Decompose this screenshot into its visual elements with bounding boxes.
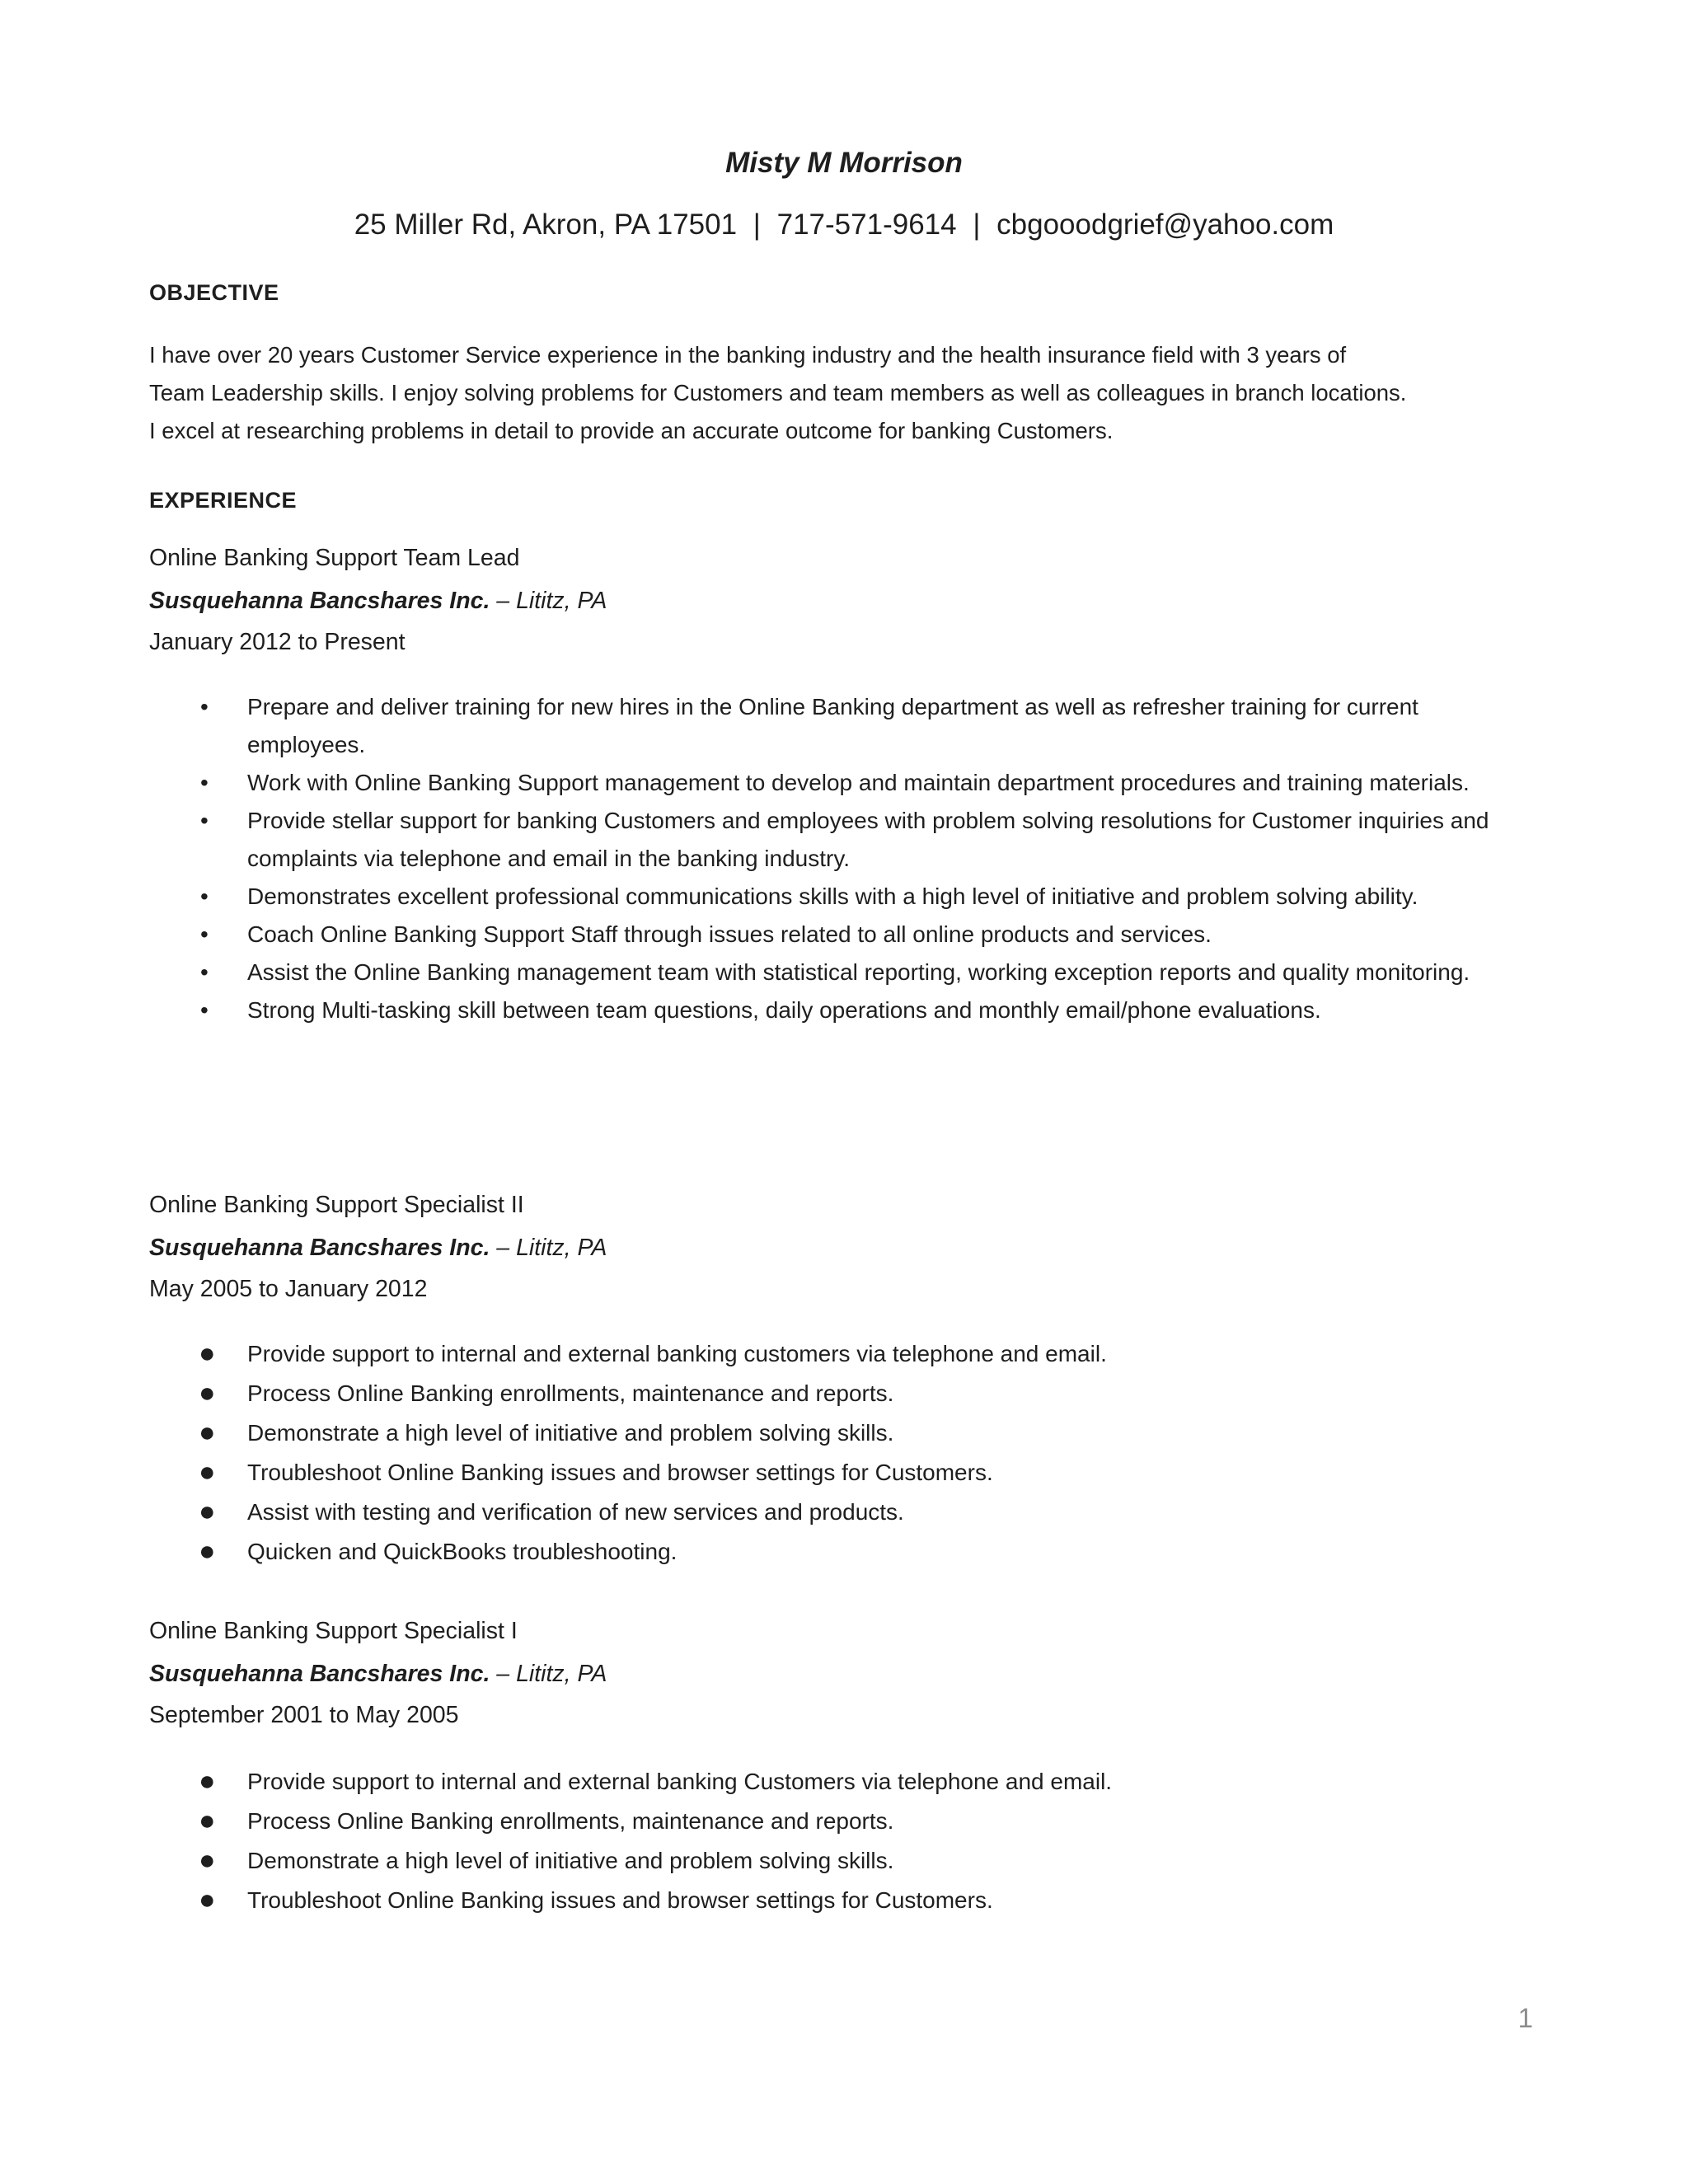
bullet-icon: ●: [199, 1765, 216, 1797]
bullet-text: Coach Online Banking Support Staff through issues related to all online products and services.: [247, 921, 1212, 947]
bullet-text: Troubleshoot Online Banking issues and browser settings for Customers.: [247, 1887, 993, 1913]
contact-address: 25 Miller Rd, Akron, PA 17501: [354, 209, 738, 241]
bullet-text: Quicken and QuickBooks troubleshooting.: [247, 1539, 678, 1564]
bullet-text: Assist the Online Banking management team with statistical reporting, working exception reports and quality monitoring.: [247, 959, 1470, 985]
job-responsibilities: [149, 1762, 1550, 1920]
list-item: [149, 1532, 1533, 1572]
job-location: – Lititz, PA: [490, 1661, 607, 1687]
job-dates: May 2005 to January 2012: [149, 1276, 428, 1302]
job-company: Susquehanna Bancshares Inc.: [149, 1235, 490, 1261]
job-entry: [149, 1191, 1550, 1572]
list-item: [149, 916, 1533, 954]
page-number: 1: [1517, 2003, 1533, 2033]
job-dates: September 2001 to May 2005: [149, 1702, 459, 1728]
list-item: [149, 1374, 1533, 1413]
list-item: [149, 878, 1533, 916]
list-item: [149, 764, 1533, 802]
list-item: [149, 1413, 1533, 1453]
bullet-icon: •: [200, 770, 209, 795]
job-title: Online Banking Support Team Lead: [149, 545, 520, 571]
contact-line: [0, 209, 1688, 241]
job-title: Online Banking Support Specialist I: [149, 1618, 518, 1644]
list-item: [149, 1762, 1533, 1802]
bullet-icon: ●: [199, 1805, 216, 1836]
objective-line: I have over 20 years Customer Service experience in the banking industry and the health insurance field with 3 years of: [149, 342, 1347, 368]
bullet-icon: •: [200, 694, 209, 719]
contact-email: cbgooodgrief@yahoo.com: [996, 209, 1334, 241]
job-responsibilities: [149, 688, 1550, 1029]
bullet-text: Process Online Banking enrollments, maintenance and reports.: [247, 1380, 894, 1406]
bullet-text: Troubleshoot Online Banking issues and browser settings for Customers.: [247, 1460, 993, 1485]
contact-separator: |: [973, 209, 981, 241]
job-responsibilities: [149, 1334, 1550, 1572]
job-title: Online Banking Support Specialist II: [149, 1192, 524, 1218]
bullet-icon: •: [200, 959, 209, 985]
bullet-text: Process Online Banking enrollments, maintenance and reports.: [247, 1808, 894, 1834]
bullet-icon: ●: [199, 1338, 216, 1369]
list-item: [149, 954, 1533, 991]
job-company-line: [149, 1234, 1550, 1275]
job-dates: January 2012 to Present: [149, 629, 406, 655]
list-item: [149, 991, 1533, 1029]
list-item: [149, 1841, 1533, 1881]
list-item: [149, 1453, 1533, 1493]
list-item: [149, 688, 1533, 764]
experience-heading: EXPERIENCE: [149, 488, 298, 513]
bullet-text: Assist with testing and verification of new services and products.: [247, 1499, 904, 1525]
list-item: [149, 802, 1533, 878]
objective-line: Team Leadership skills. I enjoy solving problems for Customers and team members as well as colleagues in branch locations.: [149, 380, 1407, 405]
job-location: – Lititz, PA: [490, 588, 607, 614]
list-item: [149, 1802, 1533, 1841]
bullet-icon: ●: [199, 1844, 216, 1876]
bullet-text: Demonstrate a high level of initiative and problem solving skills.: [247, 1420, 894, 1446]
contact-separator: |: [753, 209, 761, 241]
objective-text: [149, 336, 1550, 450]
job-company-line: [149, 587, 1550, 628]
bullet-text: Prepare and deliver training for new hires in the Online Banking department as well as refresher training for current employees.: [247, 694, 1418, 757]
job-company-line: [149, 1660, 1550, 1701]
job-entry: [149, 544, 1550, 1029]
bullet-icon: ●: [199, 1496, 216, 1527]
bullet-text: Demonstrate a high level of initiative and problem solving skills.: [247, 1848, 894, 1873]
objective-line: I excel at researching problems in detail to provide an accurate outcome for banking Customers.: [149, 418, 1114, 443]
bullet-icon: ●: [199, 1377, 216, 1408]
objective-heading: OBJECTIVE: [149, 280, 279, 305]
bullet-text: Provide stellar support for banking Customers and employees with problem solving resolutions for Customer inquiries and complaints via telephone and email in the banking industry.: [247, 808, 1489, 871]
bullet-text: Demonstrates excellent professional communications skills with a high level of initiative and problem solving ability.: [247, 883, 1418, 909]
bullet-icon: ●: [199, 1884, 216, 1915]
bullet-icon: ●: [199, 1417, 216, 1448]
job-company: Susquehanna Bancshares Inc.: [149, 1661, 490, 1687]
list-item: [149, 1493, 1533, 1532]
bullet-text: Provide support to internal and external banking customers via telephone and email.: [247, 1341, 1107, 1366]
list-item: [149, 1881, 1533, 1920]
bullet-text: Work with Online Banking Support management to develop and maintain department procedures and training materials.: [247, 770, 1470, 795]
bullet-icon: ●: [199, 1535, 216, 1567]
bullet-text: Provide support to internal and external banking Customers via telephone and email.: [247, 1769, 1113, 1794]
job-entry: [149, 1617, 1550, 1920]
bullet-icon: •: [200, 921, 209, 947]
bullet-icon: •: [200, 808, 209, 833]
list-item: [149, 1334, 1533, 1374]
job-company: Susquehanna Bancshares Inc.: [149, 588, 490, 614]
bullet-icon: ●: [199, 1456, 216, 1488]
contact-phone: 717-571-9614: [776, 209, 957, 241]
bullet-icon: •: [200, 883, 209, 909]
candidate-name: Misty M Morrison: [725, 147, 963, 179]
bullet-icon: •: [200, 997, 209, 1023]
bullet-text: Strong Multi-tasking skill between team questions, daily operations and monthly email/phone evaluations.: [247, 997, 1321, 1023]
job-location: – Lititz, PA: [490, 1235, 607, 1261]
